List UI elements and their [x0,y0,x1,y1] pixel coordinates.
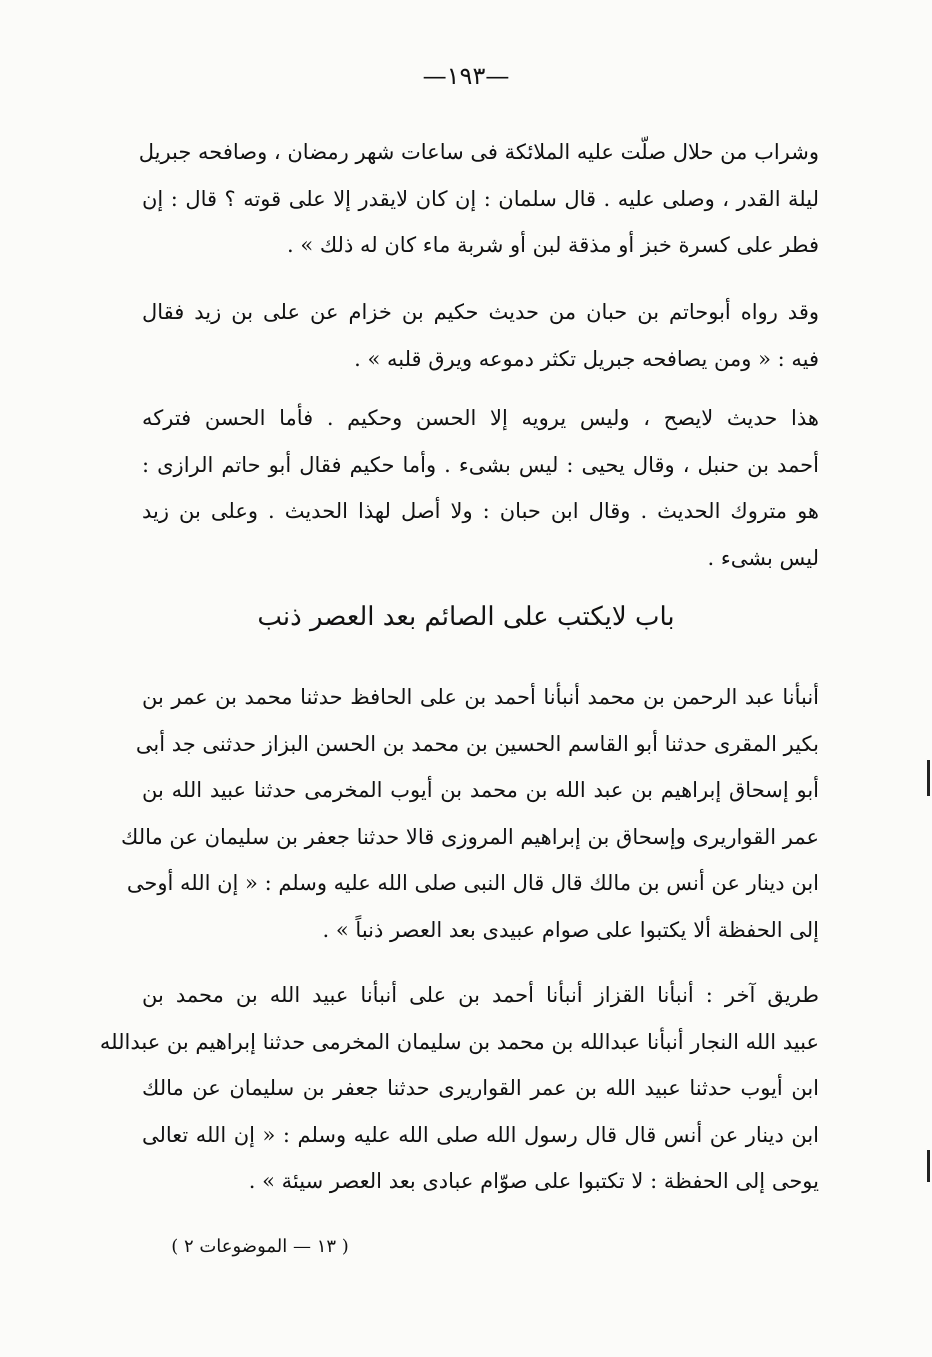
text-line: إلى الحفظة ألا يكتبوا على صوام عبيدى بعد العصر ذنباً » . [322,917,819,942]
text-line: وشراب من حلال صلّت عليه الملائكة فى ساعات شهر رمضان ، وصافحه جبريل [138,140,819,164]
text-line: هو متروك الحديث . وقال ابن حبان : ولا أصل لهذا الحديث . وعلى بن زيد [142,499,819,523]
text-line: يوحى إلى الحفظة : لا تكتبوا على صوّام عبادى بعد العصر سيئة » . [248,1169,819,1193]
scan-edge-mark [927,760,930,796]
paragraph [142,395,819,581]
footer-signature: ( ١٣ — الموضوعات ٢ ) [171,1236,349,1257]
text-line: هذا حديث لايصح ، وليس يرويه إلا الحسن وحكيم . فأما الحسن فتركه [142,406,819,430]
text-line: فطر على كسرة خبز أو مذقة لبن أو شربة ماء كان له ذلك » . [286,233,819,257]
text-line: ليلة القدر ، وصلى عليه . قال سلمان : إن كان لايقدر إلا على قوته ؟ قال : إن [142,186,819,211]
page-number: —١٩٣— [422,62,510,90]
text-line: طريق آخر : أنبأنا القزاز أنبأنا أحمد بن على أنبأنا عبيد الله بن محمد بن [142,983,819,1007]
text-line: ليس بشىء . [707,545,819,570]
text-line: عبيد الله النجار أنبأنا عبدالله بن محمد بن سليمان المخرمى حدثنا إبراهيم بن عبدالله [99,1029,819,1054]
chapter-heading: باب لايكتب على الصائم بعد العصر ذنب [257,602,675,632]
text-line: وقد رواه أبوحاتم بن حبان من حديث حكيم بن خزام عن على بن زيد فقال [142,300,819,324]
text-line: أبو إسحاق إبراهيم بن عبد الله بن محمد بن أيوب المخرمى حدثنا عبيد الله بن [142,778,819,802]
text-line: ابن أيوب حدثنا عبيد الله بن عمر القواريرى حدثنا جعفر بن سليمان عن مالك [142,1076,819,1100]
paragraph [142,289,819,382]
text-line: أحمد بن حنبل ، وقال يحيى : ليس بشىء . وأما حكيم فقال أبو حاتم الرازى : [142,452,819,477]
scan-edge-mark [927,1150,930,1182]
paragraph [138,129,819,269]
text-line: أنبأنا عبد الرحمن بن محمد أنبأنا أحمد بن على الحافظ حدثنا محمد بن عمر بن [142,685,819,709]
text-line: فيه : « ومن يصافحه جبريل تكثر دموعه ويرق قلبه » . [354,346,819,371]
paragraph [99,972,819,1205]
text-line: ابن دينار عن أنس بن مالك قال قال النبى صلى الله عليه وسلم : « إن الله أوحى [126,871,819,895]
text-line: بكير المقرى حدثنا أبو القاسم الحسين بن محمد بن الحسن البزاز حدثنى جد أبى [135,731,819,756]
paragraph [121,674,819,953]
text-line: عمر القواريرى وإسحاق بن إبراهيم المروزى قالا حدثنا جعفر بن سليمان عن مالك [121,824,819,849]
text-line: ابن دينار عن أنس قال قال رسول الله صلى الله عليه وسلم : « إن الله تعالى [142,1122,819,1147]
